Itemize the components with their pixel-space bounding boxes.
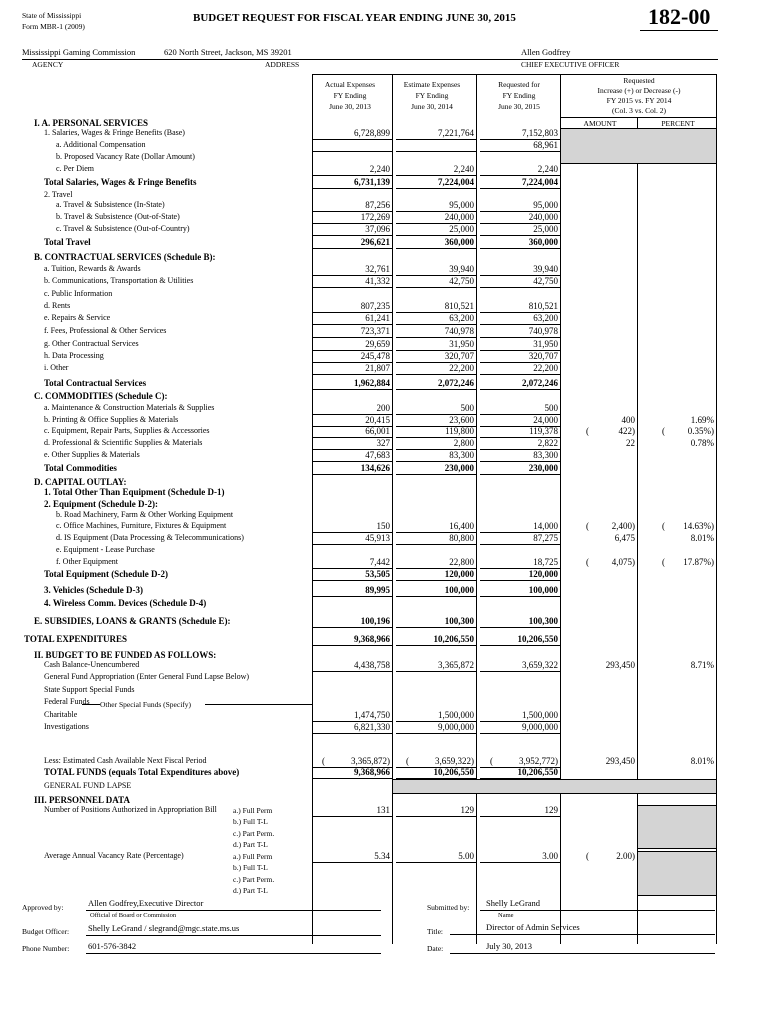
estimate-value: 7,224,004	[438, 177, 474, 187]
requested-value: 119,378	[529, 426, 558, 436]
col-actual-header: Actual Expenses FY Ending June 30, 2013	[324, 80, 376, 111]
row-label: State Support Special Funds	[44, 685, 135, 694]
row-label: b. Printing & Office Supplies & Materials	[44, 415, 179, 424]
table-row	[0, 804, 770, 816]
requested-value: 360,000	[528, 237, 558, 247]
row-label: g. Other Contractual Services	[44, 339, 139, 348]
actual-value: 29,659	[365, 339, 390, 349]
estimate-value: 3,365,872	[438, 660, 474, 670]
paren-open: (	[322, 756, 325, 766]
cell-divider	[312, 580, 392, 581]
estimate-value: 10,206,550	[433, 767, 474, 777]
table-row	[0, 163, 770, 175]
table-row	[0, 486, 770, 498]
requested-value: 18,725	[533, 557, 558, 567]
actual-value: 45,913	[365, 533, 390, 543]
table-row	[0, 199, 770, 211]
estimate-value: 320,707	[444, 351, 474, 361]
table-row	[0, 520, 770, 532]
change-amount: 4,075)	[611, 557, 635, 567]
actual-value: 61,241	[365, 313, 390, 323]
requested-value: 42,750	[533, 276, 558, 286]
estimate-value: 3,659,322)	[435, 756, 474, 766]
table-row	[0, 532, 770, 544]
requested-value: 3,952,772)	[519, 756, 558, 766]
ceo-label: CHIEF EXECUTIVE OFFICER	[521, 60, 620, 69]
cell-divider	[312, 733, 392, 734]
col-amount-header: AMOUNT	[583, 119, 617, 128]
col-requested-header: Requested for FY Ending June 30, 2015	[498, 80, 540, 111]
positions-types: a.) Full Perm b.) Full T-L c.) Part Perm. d.) Part T-L	[233, 806, 275, 850]
actual-value: 9,368,966	[354, 634, 390, 644]
estimate-value: 240,000	[444, 212, 474, 222]
change-amount: 2,400)	[611, 521, 635, 531]
estimate-value: 42,750	[449, 276, 474, 286]
actual-value: 134,626	[360, 463, 390, 473]
cell-divider	[480, 733, 560, 734]
row-label: II. BUDGET TO BE FUNDED AS FOLLOWS:	[34, 650, 217, 660]
requested-value: 39,940	[533, 264, 558, 274]
requested-value: 100,000	[528, 585, 558, 595]
change-amount: 293,450	[605, 660, 635, 670]
row-label: c. Office Machines, Furniture, Fixtures & Equipment	[56, 521, 227, 530]
row-label: Total Contractual Services	[44, 378, 147, 388]
cell-divider	[480, 645, 560, 646]
table-row	[0, 449, 770, 461]
table-row	[0, 721, 770, 733]
table-row	[0, 325, 770, 337]
table-row	[0, 544, 770, 556]
row-label: 2. Travel	[44, 190, 73, 199]
submitted-by-value: Shelly LeGrand	[486, 898, 541, 908]
row-label: b. Proposed Vacancy Rate (Dollar Amount)	[56, 152, 195, 161]
paren-open: (	[586, 557, 589, 567]
paren-open: (	[586, 851, 589, 861]
cell-divider	[312, 816, 392, 817]
estimate-value: 10,206,550	[433, 634, 474, 644]
row-label: TOTAL EXPENDITURES	[24, 634, 127, 644]
requested-value: 2,240	[537, 164, 558, 174]
change-percent: 1.69%	[690, 415, 714, 425]
requested-value: 500	[544, 403, 558, 413]
col-estimate-header: Estimate Expenses FY Ending June 30, 2014	[403, 80, 461, 111]
table-row	[0, 362, 770, 374]
change-amount: 400	[621, 415, 635, 425]
row-label: 3. Vehicles (Schedule D-3)	[44, 585, 143, 595]
row-label: c. Per Diem	[56, 164, 94, 173]
requested-value: 10,206,550	[517, 767, 558, 777]
actual-value: 41,332	[365, 276, 390, 286]
table-row	[0, 350, 770, 362]
cell-divider	[480, 816, 560, 817]
requested-value: 22,200	[533, 363, 558, 373]
cell-divider	[396, 248, 476, 249]
row-label: f. Other Equipment	[56, 557, 118, 566]
actual-value: 32,761	[365, 264, 390, 274]
actual-value: 66,001	[365, 426, 390, 436]
row-label: a. Travel & Subsistence (In-State)	[56, 200, 165, 209]
cell-divider	[396, 627, 476, 628]
actual-value: 20,415	[365, 415, 390, 425]
row-label: 1. Salaries, Wages & Fringe Benefits (Base)	[44, 128, 185, 137]
row-label: GENERAL FUND LAPSE	[44, 781, 132, 790]
estimate-value: 25,000	[449, 224, 474, 234]
paren-open: (	[406, 756, 409, 766]
estimate-value: 22,200	[449, 363, 474, 373]
estimate-value: 83,300	[449, 450, 474, 460]
cell-divider	[480, 374, 560, 375]
table-row	[0, 236, 770, 248]
cell-divider	[480, 248, 560, 249]
cell-divider	[396, 474, 476, 475]
requested-value: 25,000	[533, 224, 558, 234]
actual-value: 1,962,884	[354, 378, 390, 388]
requested-value: 740,978	[528, 326, 558, 336]
table-row	[0, 377, 770, 389]
actual-value: 4,438,758	[354, 660, 390, 670]
paren-open: (	[662, 521, 665, 531]
table-row	[0, 766, 770, 778]
requested-value: 31,950	[533, 339, 558, 349]
estimate-value: 63,200	[449, 313, 474, 323]
table-row	[0, 671, 770, 683]
table-row	[0, 462, 770, 474]
row-label: a. Maintenance & Construction Materials & Supplies	[44, 403, 215, 412]
table-row	[0, 288, 770, 300]
date-label: Date:	[427, 944, 444, 953]
budget-officer-value: Shelly LeGrand / slegrand@mgc.state.ms.us	[88, 923, 240, 933]
row-label: TOTAL FUNDS (equals Total Expenditures above)	[44, 767, 240, 777]
row-label: Total Commodities	[44, 463, 117, 473]
estimate-value: 16,400	[449, 521, 474, 531]
estimate-value: 100,300	[444, 616, 474, 626]
requested-value: 129	[544, 805, 558, 815]
agency-address: 620 North Street, Jackson, MS 39201	[164, 47, 292, 57]
agency-code: 182-00	[648, 4, 711, 29]
change-percent: 8.01%	[690, 756, 714, 766]
estimate-value: 7,221,764	[438, 128, 474, 138]
actual-value: 9,368,966	[354, 767, 390, 777]
actual-value: 6,821,330	[354, 722, 390, 732]
table-row	[0, 251, 770, 263]
table-row	[0, 312, 770, 324]
row-label: Cash Balance-Unencumbered	[44, 660, 140, 669]
change-amount: 422)	[618, 426, 635, 436]
estimate-value: 80,800	[449, 533, 474, 543]
cell-divider	[312, 862, 392, 863]
row-label: e. Repairs & Service	[44, 313, 111, 322]
requested-value: 63,200	[533, 313, 558, 323]
actual-value: 37,096	[365, 224, 390, 234]
row-label: c. Public Information	[44, 289, 113, 298]
requested-value: 14,000	[533, 521, 558, 531]
actual-value: 21,807	[365, 363, 390, 373]
cell-divider	[396, 733, 476, 734]
row-label: B. CONTRACTUAL SERVICES (Schedule B):	[34, 252, 216, 262]
submitted-by-label: Submitted by:	[427, 903, 470, 912]
table-row	[0, 390, 770, 402]
row-label: c. Travel & Subsistence (Out-of-Country)	[56, 224, 190, 233]
col-percent-header: PERCENT	[661, 119, 695, 128]
requested-value: 24,000	[533, 415, 558, 425]
row-label: c. Equipment, Repair Parts, Supplies & Accessories	[44, 426, 210, 435]
estimate-value: 120,000	[444, 569, 474, 579]
table-row	[0, 556, 770, 568]
estimate-value: 500	[460, 403, 474, 413]
change-percent: 8.71%	[690, 660, 714, 670]
actual-value: 2,240	[369, 164, 390, 174]
row-label: Federal Funds	[44, 697, 90, 706]
cell-divider	[396, 778, 476, 779]
cell-divider	[396, 816, 476, 817]
estimate-value: 39,940	[449, 264, 474, 274]
cell-divider	[480, 474, 560, 475]
requested-value: 9,000,000	[522, 722, 558, 732]
form-title: BUDGET REQUEST FOR FISCAL YEAR ENDING JUNE 30, 2015	[193, 12, 516, 24]
cell-divider	[480, 778, 560, 779]
requested-value: 230,000	[528, 463, 558, 473]
requested-value: 3,659,322	[522, 660, 558, 670]
row-label: Less: Estimated Cash Available Next Fiscal Period	[44, 756, 207, 765]
row-label: h. Data Processing	[44, 351, 104, 360]
estimate-value: 740,978	[444, 326, 474, 336]
title-label: Title:	[427, 927, 443, 936]
requested-value: 3.00	[542, 851, 558, 861]
estimate-value: 2,800	[453, 438, 474, 448]
cell-divider	[396, 374, 476, 375]
requested-value: 2,822	[537, 438, 558, 448]
requested-value: 1,500,000	[522, 710, 558, 720]
approved-by-label: Approved by:	[22, 903, 64, 912]
approved-by-value: Allen Godfrey,Executive Director	[88, 898, 204, 908]
table-row	[0, 151, 770, 163]
actual-value: 3,365,872)	[351, 756, 390, 766]
cell-divider	[312, 248, 392, 249]
row-label: Charitable	[44, 710, 78, 719]
requested-value: 95,000	[533, 200, 558, 210]
actual-value: 5.34	[374, 851, 390, 861]
actual-value: 6,728,899	[354, 128, 390, 138]
paren-open: (	[662, 557, 665, 567]
change-percent: 14.63%)	[683, 521, 714, 531]
actual-value: 53,505	[365, 569, 390, 579]
actual-value: 47,683	[365, 450, 390, 460]
estimate-value: 95,000	[449, 200, 474, 210]
requested-value: 7,224,004	[522, 177, 558, 187]
table-row	[0, 709, 770, 721]
actual-value: 131	[376, 805, 390, 815]
requested-value: 320,707	[528, 351, 558, 361]
estimate-value: 1,500,000	[438, 710, 474, 720]
row-label: D. CAPITAL OUTLAY:	[34, 477, 127, 487]
cell-divider	[480, 580, 560, 581]
phone-value: 601-576-3842	[88, 941, 137, 951]
paren-open: (	[586, 426, 589, 436]
table-row	[0, 300, 770, 312]
row-label: E. SUBSIDIES, LOANS & GRANTS (Schedule E):	[34, 616, 231, 626]
estimate-value: 119,800	[445, 426, 474, 436]
change-percent: 8.01%	[690, 533, 714, 543]
address-label: ADDRESS	[265, 60, 300, 69]
estimate-value: 22,800	[449, 557, 474, 567]
col-change-header: Requested Increase (+) or Decrease (-) FY 2015 vs. FY 2014 (Col. 3 vs. Col. 2)	[597, 76, 681, 115]
actual-value: 150	[376, 521, 390, 531]
row-label: 1. Total Other Than Equipment (Schedule D-1)	[44, 487, 225, 497]
actual-value: 100,196	[360, 616, 390, 626]
requested-value: 240,000	[528, 212, 558, 222]
change-amount: 22	[626, 438, 635, 448]
estimate-value: 23,600	[449, 415, 474, 425]
actual-value: 245,478	[360, 351, 390, 361]
table-row	[0, 211, 770, 223]
approved-by-sub: Official of Board or Commission	[90, 912, 177, 919]
row-label: Average Annual Vacancy Rate (Percentage)	[44, 851, 184, 860]
row-label: Investigations	[44, 722, 89, 731]
cell-divider	[312, 374, 392, 375]
table-row	[0, 850, 770, 862]
row-label: a. Additional Compensation	[56, 140, 146, 149]
row-label: d. Professional & Scientific Supplies & Materials	[44, 438, 203, 447]
phone-label: Phone Number:	[22, 944, 70, 953]
row-label: Number of Positions Authorized in Appropriation Bill	[44, 805, 217, 814]
requested-value: 83,300	[533, 450, 558, 460]
estimate-value: 2,240	[453, 164, 474, 174]
estimate-value: 5.00	[458, 851, 474, 861]
table-row	[0, 176, 770, 188]
cell-divider	[396, 862, 476, 863]
requested-value: 810,521	[528, 301, 558, 311]
table-row	[0, 615, 770, 627]
form-number: Form MBR-1 (2009)	[22, 22, 85, 31]
table-row	[0, 275, 770, 287]
table-row	[0, 684, 770, 696]
row-label: Total Travel	[44, 237, 91, 247]
actual-value: 1,474,750	[354, 710, 390, 720]
change-percent: 17.87%)	[683, 557, 714, 567]
actual-value: 7,442	[369, 557, 390, 567]
row-label: a. Tuition, Rewards & Awards	[44, 264, 141, 273]
row-label: b. Travel & Subsistence (Out-of-State)	[56, 212, 180, 221]
row-label: I. A. PERSONAL SERVICES	[34, 118, 148, 128]
actual-value: 200	[376, 403, 390, 413]
row-label: d. IS Equipment (Data Processing & Telecommunications)	[56, 533, 244, 542]
row-label: d. Rents	[44, 301, 71, 310]
state-label: State of Mississippi	[22, 11, 82, 20]
row-label: Total Equipment (Schedule D-2)	[44, 569, 168, 579]
row-label: 4. Wireless Comm. Devices (Schedule D-4)	[44, 598, 207, 608]
table-row	[0, 437, 770, 449]
requested-value: 68,961	[533, 140, 558, 150]
agency-label: AGENCY	[32, 60, 64, 69]
actual-value: 723,371	[360, 326, 390, 336]
table-row	[0, 338, 770, 350]
requested-value: 87,275	[533, 533, 558, 543]
table-row	[0, 402, 770, 414]
agency-name: Mississippi Gaming Commission	[22, 47, 136, 57]
change-percent: 0.78%	[690, 438, 714, 448]
change-amount: 2.00)	[616, 851, 635, 861]
table-row	[0, 659, 770, 671]
paren-open: (	[490, 756, 493, 766]
estimate-value: 230,000	[444, 463, 474, 473]
estimate-value: 360,000	[444, 237, 474, 247]
row-label: b. Communications, Transportation & Utilities	[44, 276, 194, 285]
table-row	[0, 633, 770, 645]
cell-divider	[312, 778, 392, 779]
actual-value: 807,235	[360, 301, 390, 311]
title-value: Director of Admin Services	[486, 922, 580, 932]
cell-divider	[480, 627, 560, 628]
table-row	[0, 597, 770, 609]
cell-divider	[312, 627, 392, 628]
budget-officer-label: Budget Officer:	[22, 927, 70, 936]
table-row	[0, 139, 770, 151]
estimate-value: 810,521	[444, 301, 474, 311]
table-row	[0, 263, 770, 275]
estimate-value: 9,000,000	[438, 722, 474, 732]
actual-value: 89,995	[365, 585, 390, 595]
paren-open: (	[586, 521, 589, 531]
cell-divider	[312, 645, 392, 646]
row-label: C. COMMODITIES (Schedule C):	[34, 391, 168, 401]
estimate-value: 2,072,246	[438, 378, 474, 388]
cell-divider	[396, 645, 476, 646]
other-special-funds-label: Other Special Funds (Specify)	[100, 700, 192, 709]
row-label: General Fund Appropriation (Enter General Fund Lapse Below)	[44, 672, 250, 681]
actual-value: 327	[376, 438, 390, 448]
cell-divider	[312, 474, 392, 475]
estimate-value: 100,000	[444, 585, 474, 595]
row-label: f. Fees, Professional & Other Services	[44, 326, 167, 335]
row-label: III. PERSONNEL DATA	[34, 795, 130, 805]
actual-value: 6,731,139	[354, 177, 390, 187]
row-label: b. Road Machinery, Farm & Other Working Equipment	[56, 510, 234, 519]
requested-value: 10,206,550	[517, 634, 558, 644]
actual-value: 172,269	[360, 212, 390, 222]
row-label: e. Equipment - Lease Purchase	[56, 545, 155, 554]
date-value: July 30, 2013	[486, 941, 533, 951]
estimate-value: 129	[460, 805, 474, 815]
table-row	[0, 223, 770, 235]
cell-divider	[480, 862, 560, 863]
cell-divider	[396, 580, 476, 581]
actual-value: 87,256	[365, 200, 390, 210]
table-row	[0, 568, 770, 580]
row-label: e. Other Supplies & Materials	[44, 450, 140, 459]
table-row	[0, 127, 770, 139]
requested-value: 120,000	[528, 569, 558, 579]
table-row	[0, 584, 770, 596]
vacancy-types: a.) Full Perm b.) Full T-L c.) Part Perm. d.) Part T-L	[233, 852, 275, 896]
table-row	[0, 780, 770, 792]
change-amount: 293,450	[605, 756, 635, 766]
name-sub: Name	[498, 912, 514, 919]
requested-value: 2,072,246	[522, 378, 558, 388]
ceo-name: Allen Godfrey	[521, 47, 571, 57]
table-row	[0, 425, 770, 437]
actual-value: 296,621	[360, 237, 390, 247]
row-label: i. Other	[44, 363, 69, 372]
change-amount: 6,475	[614, 533, 635, 543]
requested-value: 100,300	[528, 616, 558, 626]
requested-value: 7,152,803	[522, 128, 558, 138]
estimate-value: 31,950	[449, 339, 474, 349]
paren-open: (	[662, 426, 665, 436]
row-label: Total Salaries, Wages & Fringe Benefits	[44, 177, 197, 187]
row-label: 2. Equipment (Schedule D-2):	[44, 499, 159, 509]
change-percent: 0.35%)	[687, 426, 714, 436]
